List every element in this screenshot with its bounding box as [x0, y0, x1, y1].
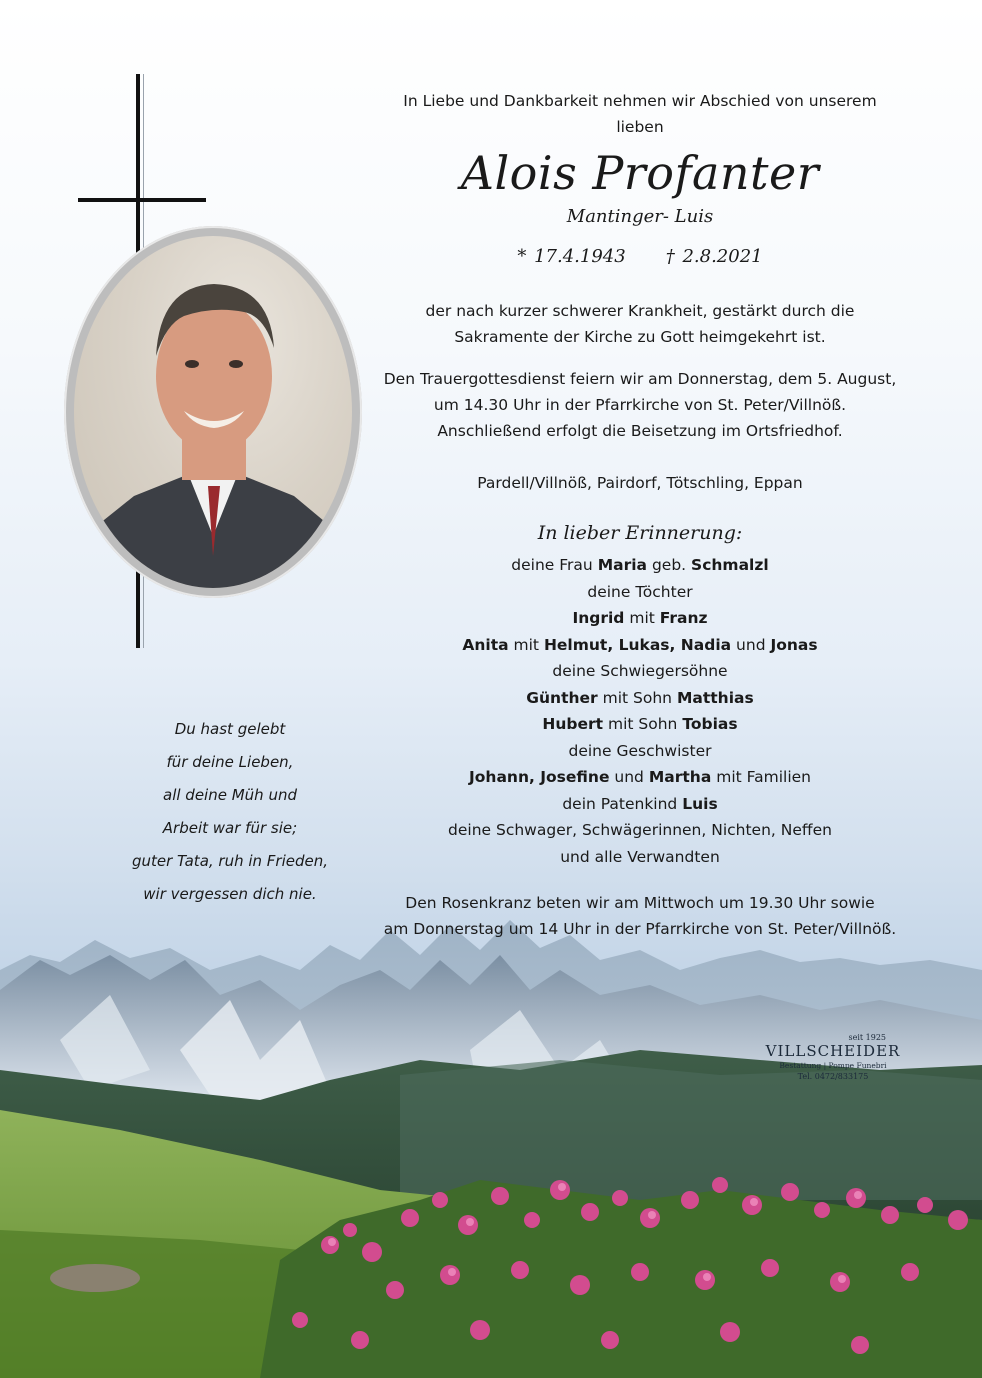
paragraph-line: Anschließend erfolgt die Beisetzung im Ortsfriedhof.: [437, 422, 843, 440]
undertaker-brand: VILLSCHEIDER: [765, 1042, 901, 1060]
portrait-figure: [74, 236, 352, 588]
mourner-line-wife: deine Frau Maria geb. Schmalzl: [511, 556, 769, 574]
intro-line: In Liebe und Dankbarkeit nehmen wir Abschied von unserem lieben: [403, 92, 877, 136]
undertaker-logo: [758, 1033, 908, 1083]
poem-line: wir vergessen dich nie.: [143, 885, 317, 903]
birth-date: * 17.4.1943: [517, 246, 626, 267]
mourner-line-son-in-law-1: Günther mit Sohn Matthias: [526, 688, 754, 707]
deceased-name: Alois Profanter: [460, 146, 820, 200]
mourner-label-daughters: deine Töchter: [587, 582, 693, 601]
mourner-label-siblings: deine Geschwister: [568, 741, 712, 760]
mourner-label-sons-in-law: deine Schwiegersöhne: [552, 662, 728, 680]
portrait-photo: [74, 236, 352, 588]
poem-line: guter Tata, ruh in Frieden,: [131, 852, 329, 870]
poem-line: für deine Lieben,: [166, 753, 294, 771]
undertaker-subtitle: Bestattung | Pompe Funebri: [779, 1061, 887, 1070]
paragraph-line: Den Trauergottesdienst feiern wir am Donnerstag, dem 5. August,: [383, 370, 897, 388]
paragraph-line: der nach kurzer schwerer Krankheit, gestärkt durch die: [425, 302, 855, 320]
cross-horizontal-bar: [78, 198, 206, 202]
paragraph-line: um 14.30 Uhr in der Pfarrkirche von St. Peter/Villnöß.: [433, 396, 847, 414]
mourner-line-daughter-1: Ingrid mit Franz: [572, 609, 708, 627]
memorial-poem: [80, 713, 380, 911]
deceased-nickname: Mantinger- Luis: [566, 206, 714, 227]
mourner-line-godchild: dein Patenkind Luis: [562, 794, 718, 813]
life-dates: [380, 244, 900, 270]
mourner-line-son-in-law-2: Hubert mit Sohn Tobias: [542, 715, 738, 733]
mourner-line-daughter-2: Anita mit Helmut, Lukas, Nadia und Jonas: [462, 635, 818, 654]
undertaker-since: seit 1925: [848, 1033, 886, 1042]
undertaker-phone: Tel. 0472/833175: [797, 1072, 869, 1081]
poem-line: Du hast gelebt: [174, 720, 286, 738]
mourners-list: [380, 552, 900, 870]
paragraph-line: Sakramente der Kirche zu Gott heimgekehrt ist.: [454, 328, 826, 346]
paragraph-line: am Donnerstag um 14 Uhr in der Pfarrkirche von St. Peter/Villnöß.: [383, 920, 897, 938]
mountain-landscape: [0, 900, 982, 1378]
paragraph-line: Den Rosenkranz beten wir am Mittwoch um 19.30 Uhr sowie: [405, 894, 875, 912]
death-date: † 2.8.2021: [665, 246, 763, 267]
mourner-line-siblings: Johann, Josefine und Martha mit Familien: [469, 768, 811, 786]
poem-line: all deine Müh und: [163, 786, 297, 804]
mourner-line-inlaws: deine Schwager, Schwägerinnen, Nichten, Neffen: [448, 821, 832, 839]
memory-title: In lieber Erinnerung:: [537, 522, 743, 544]
places-line: Pardell/Villnöß, Pairdorf, Tötschling, Eppan: [477, 474, 803, 492]
mourner-line-relatives: und alle Verwandten: [560, 847, 720, 866]
death-notice-paragraph: [380, 298, 900, 350]
funeral-service-paragraph: [380, 366, 900, 444]
poem-line: Arbeit war für sie;: [162, 819, 298, 837]
rosary-paragraph: [380, 890, 900, 942]
